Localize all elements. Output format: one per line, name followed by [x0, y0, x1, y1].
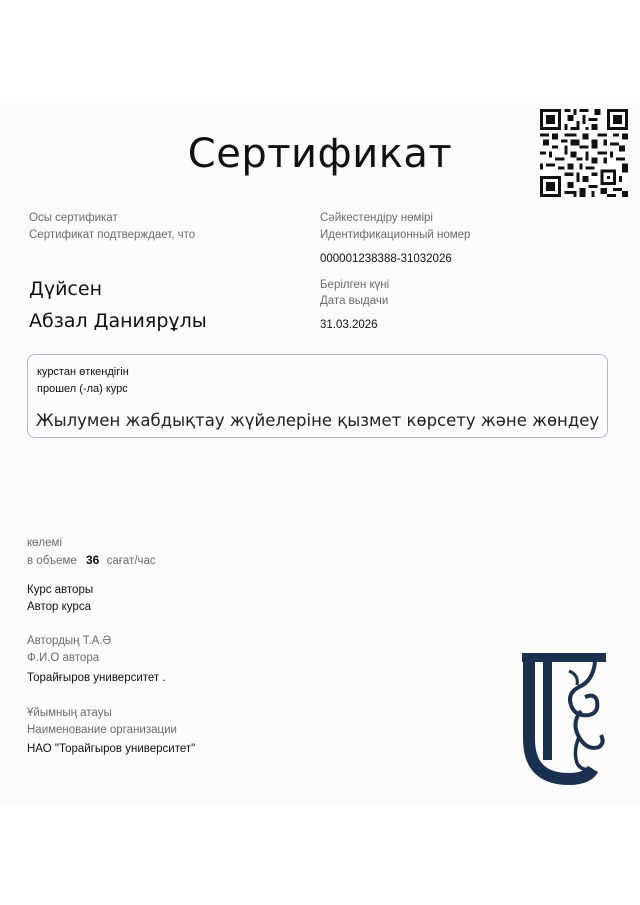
- author-name: Торайғыров университет .: [27, 672, 166, 684]
- course-label-ru: прошел (-ла) курс: [37, 383, 128, 395]
- org-label-ru: Наименование организации: [27, 724, 177, 736]
- org-label-kz: Ұйымның атауы: [27, 707, 112, 719]
- recipient-given-names: Абзал Даниярұлы: [29, 310, 207, 332]
- author-name-label-ru: Ф.И.О автора: [27, 652, 100, 664]
- org-name: НАО "Торайгыров университет": [27, 743, 196, 755]
- id-number: 000001238388-31032026: [320, 253, 452, 265]
- qr-code-icon: [540, 109, 628, 197]
- volume-label-ru: [27, 552, 156, 570]
- course-title: Жылумен жабдықтау жүйелеріне қызмет көрсету және жөндеу: [35, 411, 600, 430]
- course-author-label-kz: Курс авторы: [27, 584, 94, 596]
- volume-label-kz: көлемі: [27, 537, 62, 549]
- issue-date: 31.03.2026: [320, 319, 378, 331]
- volume-unit: сағат/час: [106, 555, 156, 567]
- recipient-surname: Дүйсен: [29, 278, 102, 300]
- date-label-ru: Дата выдачи: [320, 295, 389, 307]
- certificate-title: Сертификат: [187, 131, 453, 177]
- id-label-ru: Идентификационный номер: [320, 229, 471, 241]
- university-logo-icon: [521, 651, 607, 785]
- course-author-label-ru: Автор курса: [27, 601, 91, 613]
- confirm-label-kz: Осы сертификат: [29, 212, 118, 224]
- id-label-kz: Сәйкестендіру нөмірі: [320, 212, 433, 224]
- date-label-kz: Берілген күні: [320, 279, 390, 291]
- confirm-label-ru: Сертификат подтверждает, что: [29, 229, 196, 241]
- course-label-kz: курстан өткендігін: [37, 366, 129, 378]
- volume-value: 36: [86, 553, 100, 567]
- author-name-label-kz: Автордың Т.А.Ә: [27, 635, 112, 647]
- volume-label-ru-text: в объеме: [27, 555, 77, 567]
